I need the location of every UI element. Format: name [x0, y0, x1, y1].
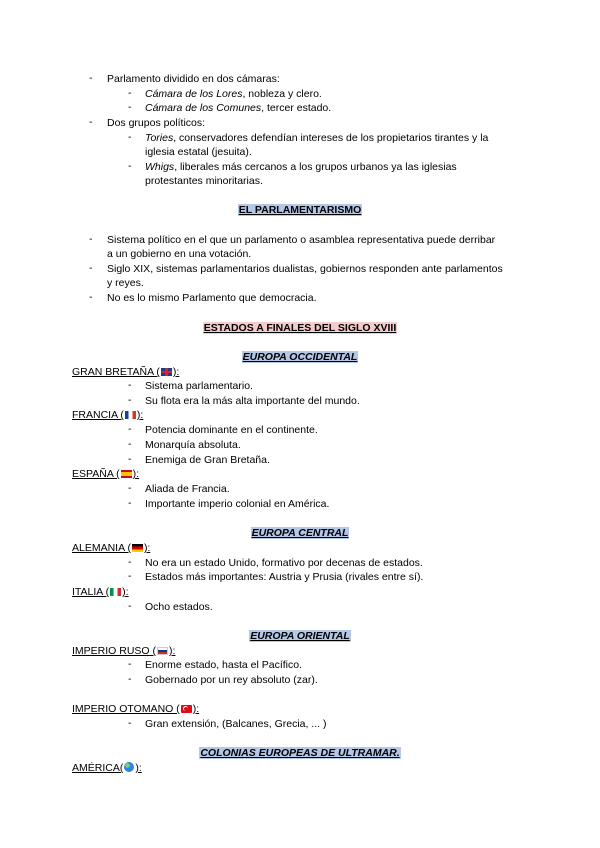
bullet-dash: - — [128, 423, 132, 435]
bullet-dash: - — [128, 556, 132, 568]
bullet-dash: - — [128, 101, 132, 113]
flag-france-icon — [125, 411, 136, 419]
section-heading: EL PARLAMENTARISMO — [238, 204, 362, 216]
bullet-dash: - — [89, 233, 93, 245]
bullet-dash: - — [128, 600, 132, 612]
subsection-heading: EUROPA OCCIDENTAL — [242, 351, 358, 363]
bullet-dash: - — [89, 291, 93, 303]
bullet-text: Gran extensión, (Balcanes, Grecia, ... ) — [145, 718, 327, 730]
bullet-text: Enemiga de Gran Bretaña. — [145, 454, 270, 466]
bullet-text: a un gobierno en una votación. — [107, 248, 252, 260]
sub-bullet-text — [145, 131, 488, 145]
bullet-text: protestantes minoritarias. — [145, 175, 263, 187]
globe-americas-icon — [124, 762, 134, 772]
bullet-dash: - — [89, 262, 93, 274]
country-label-america: AMÉRICA( ): — [72, 762, 142, 774]
emphasis-text: Whigs — [145, 161, 175, 173]
bullet-text: Aliada de Francia. — [145, 483, 230, 495]
subsection-heading: EUROPA CENTRAL — [251, 527, 349, 539]
country-label-alemania: ALEMANIA ( ): — [72, 542, 151, 554]
bullet-dash: - — [128, 394, 132, 406]
sub-bullet-text — [145, 160, 457, 174]
bullet-text: Ocho estados. — [145, 601, 213, 613]
country-label-gran-bretana: GRAN BRETAÑA ( ): — [72, 366, 180, 378]
bullet-text: , conservadores defendían intereses de los propietarios tirantes y la — [173, 132, 489, 144]
bullet-text: Siglo XIX, sistemas parlamentarios dualistas, gobiernos responden ante parlamentos — [107, 263, 503, 275]
country-label-italia: ITALIA ( ): — [72, 586, 129, 598]
country-label-francia: FRANCIA ( ): — [72, 409, 144, 421]
flag-uk-icon — [161, 368, 172, 376]
bullet-text: Potencia dominante en el continente. — [145, 424, 318, 436]
flag-germany-icon — [132, 544, 143, 552]
country-label-imperio-otomano: IMPERIO OTOMANO ( ): — [72, 703, 200, 715]
bullet-text: Sistema parlamentario. — [145, 380, 253, 392]
section-heading: ESTADOS A FINALES DEL SIGLO XVIII — [203, 322, 397, 334]
bullet-text: Estados más importantes: Austria y Prusia (rivales entre sí). — [145, 571, 424, 583]
country-label-espana: ESPAÑA ( ): — [72, 468, 140, 480]
flag-spain-icon — [121, 470, 132, 478]
subsection-heading: COLONIAS EUROPEAS DE ULTRAMAR. — [200, 747, 400, 759]
emphasis-text: Cámara de los Lores — [145, 88, 243, 100]
bullet-dash: - — [128, 717, 132, 729]
bullet-dash: - — [128, 131, 132, 143]
bullet-text: Parlamento dividido en dos cámaras: — [107, 73, 280, 85]
bullet-text: , nobleza y clero. — [242, 88, 322, 100]
sub-bullet-text — [145, 101, 331, 115]
country-label-imperio-ruso: IMPERIO RUSO ( ): — [72, 645, 176, 657]
bullet-dash: - — [128, 379, 132, 391]
flag-turkey-icon — [181, 705, 192, 713]
flag-italy-icon — [110, 588, 121, 596]
bullet-text: Sistema político en el que un parlamento o asamblea representativa puede derribar — [107, 234, 496, 246]
bullet-text: iglesia estatal (jesuita). — [145, 146, 252, 158]
bullet-dash: - — [128, 438, 132, 450]
bullet-text: Importante imperio colonial en América. — [145, 498, 330, 510]
bullet-dash: - — [128, 87, 132, 99]
bullet-dash: - — [128, 453, 132, 465]
bullet-dash: - — [128, 570, 132, 582]
emphasis-text: Tories — [145, 132, 174, 144]
bullet-text: Enorme estado, hasta el Pacífico. — [145, 659, 303, 671]
bullet-text: No era un estado Unido, formativo por decenas de estados. — [145, 557, 423, 569]
bullet-text: , liberales más cercanos a los grupos urbanos ya las iglesias — [174, 161, 457, 173]
bullet-dash: - — [128, 658, 132, 670]
bullet-text: No es lo mismo Parlamento que democracia. — [107, 292, 317, 304]
sub-bullet-text — [145, 87, 322, 101]
bullet-dash: - — [128, 497, 132, 509]
emphasis-text: Cámara de los Comunes — [145, 102, 262, 114]
bullet-text: Dos grupos políticos: — [107, 117, 206, 129]
bullet-dash: - — [89, 72, 93, 84]
subsection-heading: EUROPA ORIENTAL — [250, 630, 350, 642]
bullet-dash: - — [128, 482, 132, 494]
bullet-text: Monarquía absoluta. — [145, 439, 241, 451]
bullet-dash: - — [89, 116, 93, 128]
bullet-text: , tercer estado. — [261, 102, 332, 114]
bullet-text: y reyes. — [107, 277, 144, 289]
bullet-dash: - — [128, 673, 132, 685]
flag-russia-icon — [157, 647, 168, 655]
bullet-dash: - — [128, 160, 132, 172]
bullet-text: Gobernado por un rey absoluto (zar). — [145, 674, 318, 686]
bullet-text: Su flota era la más alta importante del mundo. — [145, 395, 360, 407]
